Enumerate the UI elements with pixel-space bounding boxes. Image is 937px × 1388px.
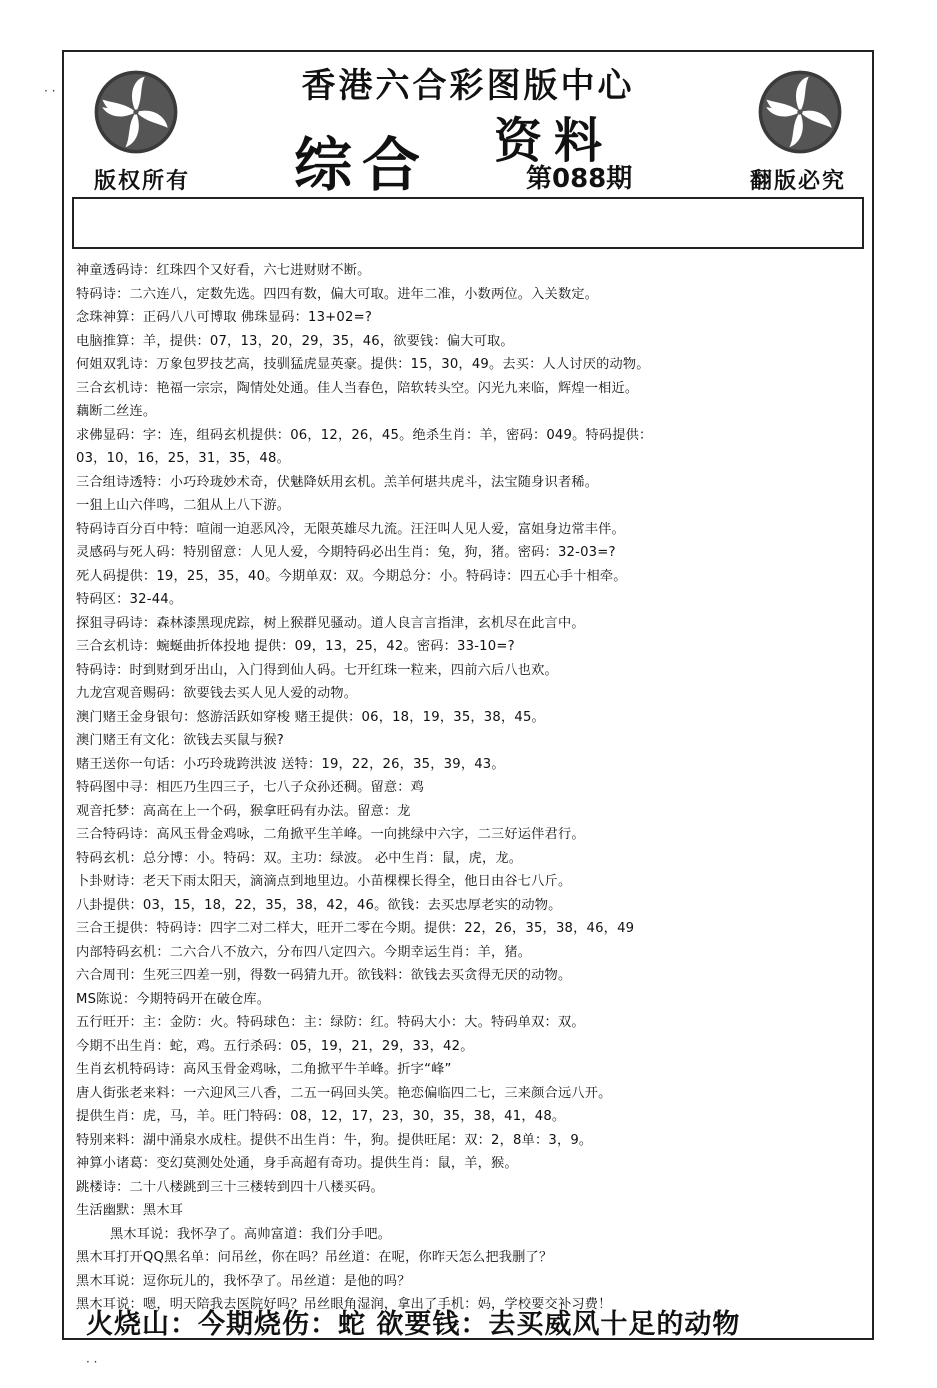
text-line: 特别来料：湖中涌泉水成柱。提供不出生肖：牛，狗。提供旺尾：双：2，8单：3，9。 bbox=[76, 1132, 593, 1148]
copyright-right: 翻版必究 bbox=[749, 169, 846, 194]
text-line: 特码区：32-44。 bbox=[76, 592, 183, 607]
text-line: 求佛显码：字：连，组码玄机提供：06，12，26，45。绝杀生肖：羊，密码：049。特码提供： bbox=[76, 427, 653, 443]
text-line: 九龙宫观音赐码：欲要钱去买人见人爱的动物。 bbox=[76, 686, 358, 701]
text-line: 黑木耳说：逗你玩儿的，我怀孕了。吊丝道：是他的吗？ bbox=[76, 1273, 411, 1289]
text-line: 今期不出生肖：蛇，鸡。五行杀码：05，19，21，29，33，42。 bbox=[76, 1038, 474, 1054]
text-line: 生肖玄机特码诗：高风玉骨金鸡咏，二角掀平牛羊峰。折字“峰” bbox=[76, 1062, 452, 1077]
text-line: 黑木耳打开QQ黑名单：问吊丝，你在吗？吊丝道：在呢，你昨天怎么把我删了？ bbox=[76, 1250, 553, 1265]
text-line: 特码诗：时到财到牙出山，入门得到仙人码。七开红珠一粒来，四前六后八也欢。 bbox=[76, 662, 558, 678]
text-line: 神童透码诗：红珠四个又好看，六七进财财不断。 bbox=[76, 263, 371, 278]
text-line: 三合组诗透特：小巧玲珑妙术奇，伏魅降妖用玄机。羔羊何堪共虎斗，法宝随身识者稀。 bbox=[76, 474, 599, 490]
blank-box bbox=[72, 197, 864, 249]
text-line: 黑木耳说：我怀孕了。高帅富道：我们分手吧。 bbox=[110, 1226, 392, 1242]
header bbox=[64, 52, 872, 199]
speck: · · bbox=[86, 1355, 98, 1369]
text-line: 澳门赌王金身银句：悠游活跃如穿梭 赌王提供：06，18，19，35，38，45。 bbox=[76, 709, 545, 725]
copyright-left: 版权所有 bbox=[94, 169, 191, 194]
big-title-left: 综合 bbox=[294, 131, 431, 199]
page-title: 香港六合彩图版中心 bbox=[301, 66, 635, 106]
text-line: 黑木耳说：嗯，明天陪我去医院好吗？吊丝眼角湿润，拿出了手机：妈，学校要交补习费！ bbox=[76, 1297, 612, 1312]
text-line: 唐人街张老来料：一六迎风三八香，二五一码回头笑。艳恋偏临四二七，三来颜合远八开。 bbox=[76, 1085, 612, 1101]
text-line: 特码诗百分百中特：喧闹一迫恶风冷，无限英雄尽九流。汪汪叫人见人爱，富姐身边常丰伴。 bbox=[76, 521, 625, 537]
text-line: 特码玄机：总分博：小。特码：双。主功：绿波。 必中生肖：鼠，虎，龙。 bbox=[76, 850, 523, 866]
text-line: 藕断二丝连。 bbox=[76, 404, 157, 419]
text-line: 探狙寻码诗：森林漆黑现虎踪，树上猴群见骚动。道人良言言指津，玄机尽在此言中。 bbox=[76, 615, 585, 631]
speck: · · bbox=[44, 84, 56, 98]
text-line: 特码图中寻：相匹乃生四三子，七八子众孙还稠。留意：鸡 bbox=[76, 780, 425, 795]
text-line: 灵感码与死人码：特别留意：人见人爱，今期特码必出生肖：兔，狗，猪。密码：32-03=? bbox=[76, 545, 616, 560]
big-title-right: 资料 bbox=[494, 113, 615, 169]
footer-banner: 火烧山：今期烧伤：蛇 欲要钱：去买威风十足的动物 bbox=[86, 1309, 741, 1340]
text-line: 生活幽默：黑木耳 bbox=[76, 1203, 184, 1218]
text-line: 三合玄机诗：艳福一宗宗，陶情处处通。佳人当春色，陪软转头空。闪光九来临，辉煌一相近。 bbox=[76, 380, 639, 396]
text-line: 03，10，16，25，31，35，48。 bbox=[76, 451, 290, 466]
text-line: 三合玄机诗：蜿蜒曲折体投地 提供：09，13，25，42。密码：33-10=? bbox=[76, 639, 515, 654]
text-line: 何姐双乳诗：万象包罗技艺高，技驯猛虎显英豪。提供：15，30，49。去买：人人讨厌的动物。 bbox=[76, 357, 650, 372]
text-line: 提供生肖：虎，马，羊。旺门特码：08，12，17，23，30，35，38，41，48。 bbox=[76, 1109, 566, 1124]
text-line: 三合王提供：特码诗：四字二对二样大，旺开二零在今期。提供：22，26，35，38，46，49 bbox=[76, 921, 635, 936]
text-line: 念珠神算：正码八八可博取 佛珠显码：13+02=? bbox=[76, 310, 373, 325]
text-line: 三合特码诗：高风玉骨金鸡咏，二角掀平生羊峰。一向挑绿中六字，二三好运伴君行。 bbox=[76, 827, 585, 842]
text-line: 八卦提供：03，15，18，22，35，38，42，46。欲钱：去买忠厚老实的动物。 bbox=[76, 897, 562, 913]
text-line: MS陈说：今期特码开在破仓库。 bbox=[76, 991, 271, 1007]
text-line: 五行旺开：主：金防：火。特码球色：主：绿防：红。特码大小：大。特码单双：双。 bbox=[76, 1015, 585, 1030]
text-line: 六合周刊：生死三四差一别，得数一码猜九开。欲钱料：欲钱去买贪得无厌的动物。 bbox=[76, 968, 572, 983]
text-line: 电脑推算：羊，提供：07，13，20，29，35，46，欲要钱：偏大可取。 bbox=[76, 333, 514, 349]
issue-number: 第088期 bbox=[526, 164, 633, 194]
text-line: 死人码提供：19，25，35，40。今期单双：双。今期总分：小。特码诗：四五心手十相牵。 bbox=[76, 568, 627, 584]
text-line: 神算小诸葛：变幻莫测处处通，身手高超有奇功。提供生肖：鼠，羊，猴。 bbox=[76, 1156, 518, 1171]
document-frame bbox=[62, 50, 874, 1340]
text-line: 卜卦财诗：老天下雨太阳天，滴滴点到地里边。小苗棵棵长得全，他日由谷七八斤。 bbox=[76, 874, 572, 889]
text-line: 赌王送你一句话：小巧玲珑跨洪波 送特：19，22，26，35，39，43。 bbox=[76, 756, 505, 772]
text-line: 跳楼诗：二十八楼跳到三十三楼转到四十八楼买码。 bbox=[76, 1179, 384, 1195]
text-line: 澳门赌王有文化：欲钱去买鼠与猴? bbox=[76, 733, 285, 748]
content-body bbox=[76, 259, 868, 1317]
text-line: 一狙上山六伴鸣，二狙从上八下游。 bbox=[76, 498, 291, 513]
text-line: 内部特码玄机：二六合八不放六，分布四八定四六。今期幸运生肖：羊，猪。 bbox=[76, 944, 532, 960]
text-line: 特码诗：二六连八，定数先选。四四有数，偏大可取。进年二准，小数两位。入关数定。 bbox=[76, 286, 599, 302]
text-line: 观音托梦：高高在上一个码，猴拿旺码有办法。留意：龙 bbox=[76, 803, 411, 819]
